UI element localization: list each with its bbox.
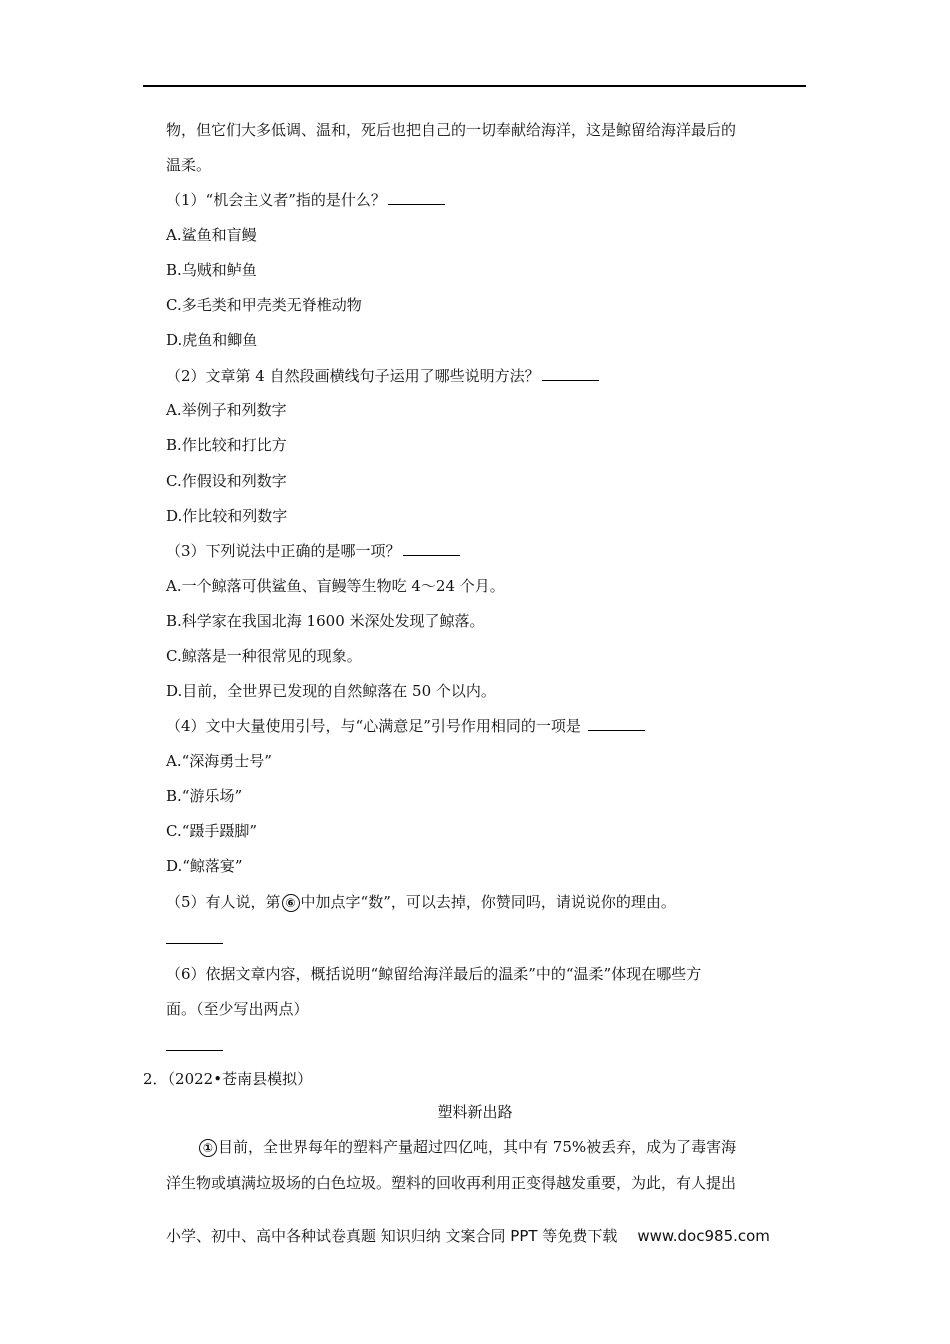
question-text: （1）“机会主义者”指的是什么？: [166, 191, 386, 209]
option-item: A.鲨鱼和盲鳗: [166, 226, 257, 244]
option-item: C.“蹑手蹑脚”: [166, 822, 258, 840]
option-item: C.作假设和列数字: [166, 472, 287, 490]
question-header: 2．（2022•苍南县模拟）: [143, 1070, 313, 1088]
passage-line: 温柔。: [166, 156, 212, 174]
header-rule: [143, 85, 806, 87]
question-2-stem: [166, 366, 599, 386]
paragraph-text: 目前，全世界每年的塑料产量超过四亿吨，其中有 75%被丢弃，成为了毒害海: [218, 1138, 737, 1156]
option-item: D.作比较和列数字: [166, 507, 288, 525]
answer-blank[interactable]: [166, 943, 223, 944]
option-item: C.多毛类和甲壳类无脊椎动物: [166, 296, 362, 314]
question-4-stem: [166, 716, 645, 736]
answer-blank[interactable]: [166, 1050, 223, 1051]
question-text: （3）下列说法中正确的是哪一项？: [166, 542, 401, 560]
question-1-stem: [166, 190, 445, 210]
option-item: D.虎鱼和鲫鱼: [166, 331, 258, 349]
option-item: A.一个鲸落可供鲨鱼、盲鳗等生物吃 4～24 个月。: [166, 577, 505, 595]
question-5-stem: [166, 892, 676, 912]
paragraph-number-1: ①: [199, 1139, 217, 1157]
article-paragraph: [198, 1137, 736, 1157]
footer-link[interactable]: www.doc985.com: [637, 1227, 770, 1245]
answer-blank[interactable]: [588, 716, 645, 731]
option-item: B.乌贼和鲈鱼: [166, 261, 257, 279]
option-item: C.鲸落是一种很常见的现象。: [166, 647, 362, 665]
option-item: A.举例子和列数字: [166, 401, 287, 419]
paragraph-number-6: ⑥: [282, 894, 300, 912]
question-text: （2）文章第 4 自然段画横线句子运用了哪些说明方法？: [166, 367, 540, 385]
answer-blank[interactable]: [403, 541, 460, 556]
question-6-stem: 面。（至少写出两点）: [166, 1000, 309, 1018]
option-item: A.“深海勇士号”: [166, 752, 272, 770]
question-text: （4）文中大量使用引号，与“心满意足”引号作用相同的一项是: [166, 717, 581, 735]
option-item: D.“鲸落宴”: [166, 857, 243, 875]
question-text: （5）有人说，第: [166, 893, 281, 911]
footer-text: 小学、初中、高中各种试卷真题 知识归纳 文案合同 PPT 等免费下载: [166, 1227, 618, 1245]
question-3-stem: [166, 541, 460, 561]
option-item: B.“游乐场”: [166, 787, 243, 805]
option-item: D.目前，全世界已发现的自然鲸落在 50 个以内。: [166, 682, 496, 700]
option-item: B.作比较和打比方: [166, 436, 287, 454]
option-item: B.科学家在我国北海 1600 米深处发现了鲸落。: [166, 612, 485, 630]
question-text: 中加点字“数”，可以去掉，你赞同吗，请说说你的理由。: [300, 893, 676, 911]
footer: [166, 1226, 770, 1246]
answer-blank[interactable]: [388, 190, 445, 205]
passage-line: 物，但它们大多低调、温和，死后也把自己的一切奉献给海洋，这是鲸留给海洋最后的: [166, 121, 737, 139]
article-title: 塑料新出路: [437, 1103, 513, 1121]
question-6-stem: （6）依据文章内容，概括说明“鲸留给海洋最后的温柔”中的“温柔”体现在哪些方: [166, 965, 702, 983]
article-paragraph: 洋生物或填满垃圾场的白色垃圾。塑料的回收再利用正变得越发重要，为此，有人提出: [166, 1174, 737, 1192]
answer-blank[interactable]: [542, 366, 599, 381]
